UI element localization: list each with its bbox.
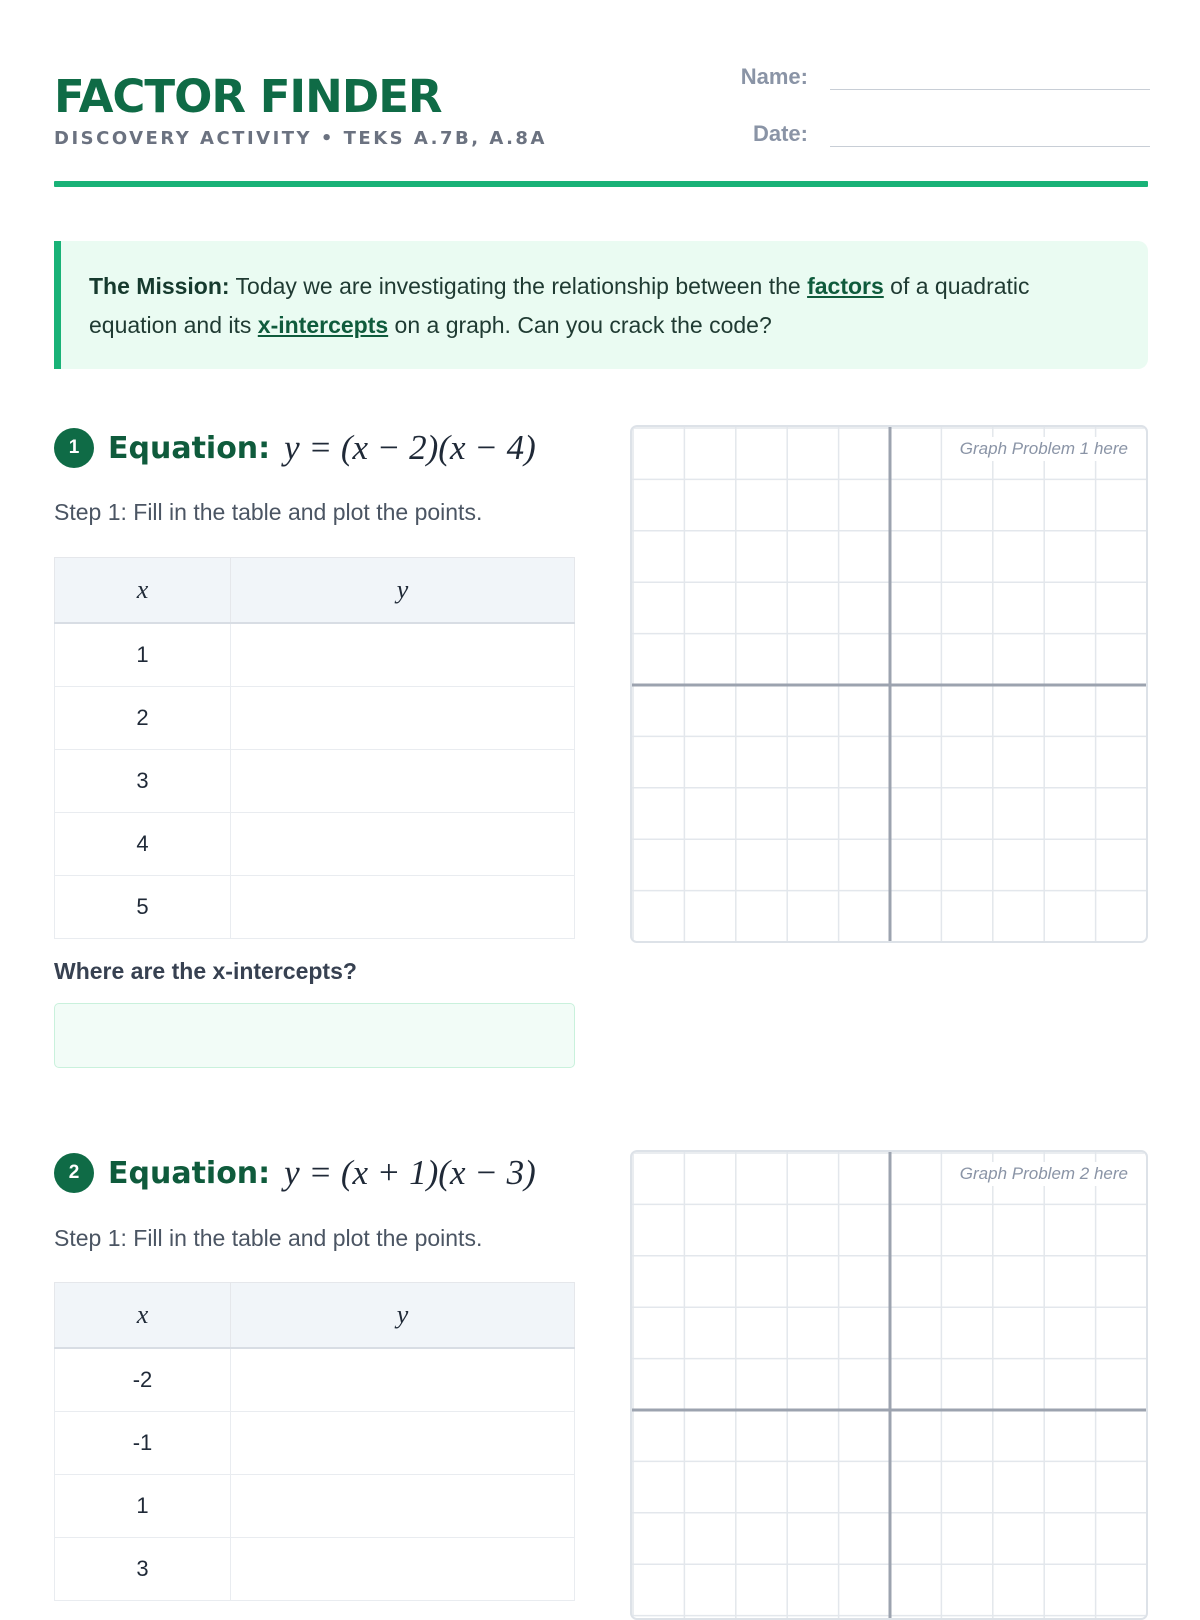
table-row [55, 623, 575, 687]
problem-1-question: Where are the x-intercepts? [54, 958, 357, 984]
x-cell: 2 [55, 687, 231, 750]
x-cell: 1 [55, 623, 231, 687]
y-cell[interactable] [231, 813, 575, 876]
table-row [55, 1412, 575, 1475]
problem-1-heading [54, 428, 536, 468]
y-cell[interactable] [231, 687, 575, 750]
problem-2-col-y: y [231, 1283, 575, 1349]
y-cell[interactable] [231, 1412, 575, 1475]
problem-2-table [54, 1282, 575, 1601]
page-subtitle: DISCOVERY ACTIVITY • TEKS A.7B, A.8A [54, 128, 547, 149]
mission-text-1: Today we are investigating the relationship between the [229, 273, 808, 299]
problem-1-equation-label: Equation: [108, 430, 271, 466]
problem-1-step: Step 1: Fill in the table and plot the points. [54, 499, 483, 525]
table-row [55, 1475, 575, 1538]
mission-text-3: on a graph. Can you crack the code? [388, 312, 772, 338]
table-row [55, 687, 575, 750]
problem-2-col-x: x [55, 1283, 231, 1349]
problem-1-table [54, 557, 575, 939]
graph-grid [632, 427, 1148, 943]
problem-2-graph[interactable] [630, 1150, 1148, 1620]
header-divider [54, 181, 1148, 187]
x-cell: -1 [55, 1412, 231, 1475]
problem-1-graph[interactable] [630, 425, 1148, 943]
problem-2-heading [54, 1153, 536, 1193]
problem-2-equation: y = (x + 1)(x − 3) [284, 1153, 536, 1192]
graph-grid [632, 1152, 1148, 1620]
name-label: Name: [740, 64, 808, 89]
problem-1-badge: 1 [54, 428, 94, 468]
mission-text-2: of a quadratic equation and its [89, 273, 1030, 338]
page-title: FACTOR FINDER [54, 70, 442, 123]
table-row [55, 876, 575, 939]
table-row [55, 1538, 575, 1601]
table-row [55, 750, 575, 813]
x-cell: -2 [55, 1348, 231, 1412]
date-field[interactable] [688, 121, 1150, 147]
date-line[interactable] [830, 128, 1150, 147]
mission-lead: The Mission: [89, 273, 230, 299]
problem-1-equation: y = (x − 2)(x − 4) [284, 428, 536, 467]
y-cell[interactable] [231, 623, 575, 687]
x-cell: 5 [55, 876, 231, 939]
mission-factors: factors [807, 273, 884, 299]
problem-2-badge: 2 [54, 1153, 94, 1193]
problem-1-col-y: y [231, 558, 575, 624]
y-cell[interactable] [231, 876, 575, 939]
name-field[interactable] [688, 64, 1150, 90]
y-cell[interactable] [231, 750, 575, 813]
mission-intercepts: x-intercepts [257, 312, 389, 338]
problem-2-equation-label: Equation: [108, 1155, 271, 1191]
y-cell[interactable] [231, 1538, 575, 1601]
y-cell[interactable] [231, 1475, 575, 1538]
problem-1-col-x: x [55, 558, 231, 624]
table-row [55, 813, 575, 876]
x-cell: 4 [55, 813, 231, 876]
x-cell: 3 [55, 1538, 231, 1601]
y-cell[interactable] [231, 1348, 575, 1412]
problem-1-answer-box[interactable] [54, 1003, 575, 1068]
date-label: Date: [752, 121, 808, 146]
mission-box [54, 241, 1148, 369]
problem-2-graph-label: Graph Problem 2 here [954, 1162, 1134, 1186]
x-cell: 1 [55, 1475, 231, 1538]
name-line[interactable] [830, 71, 1150, 90]
problem-1-graph-label: Graph Problem 1 here [954, 437, 1134, 461]
problem-2-step: Step 1: Fill in the table and plot the points. [54, 1225, 483, 1251]
x-cell: 3 [55, 750, 231, 813]
table-row [55, 1348, 575, 1412]
